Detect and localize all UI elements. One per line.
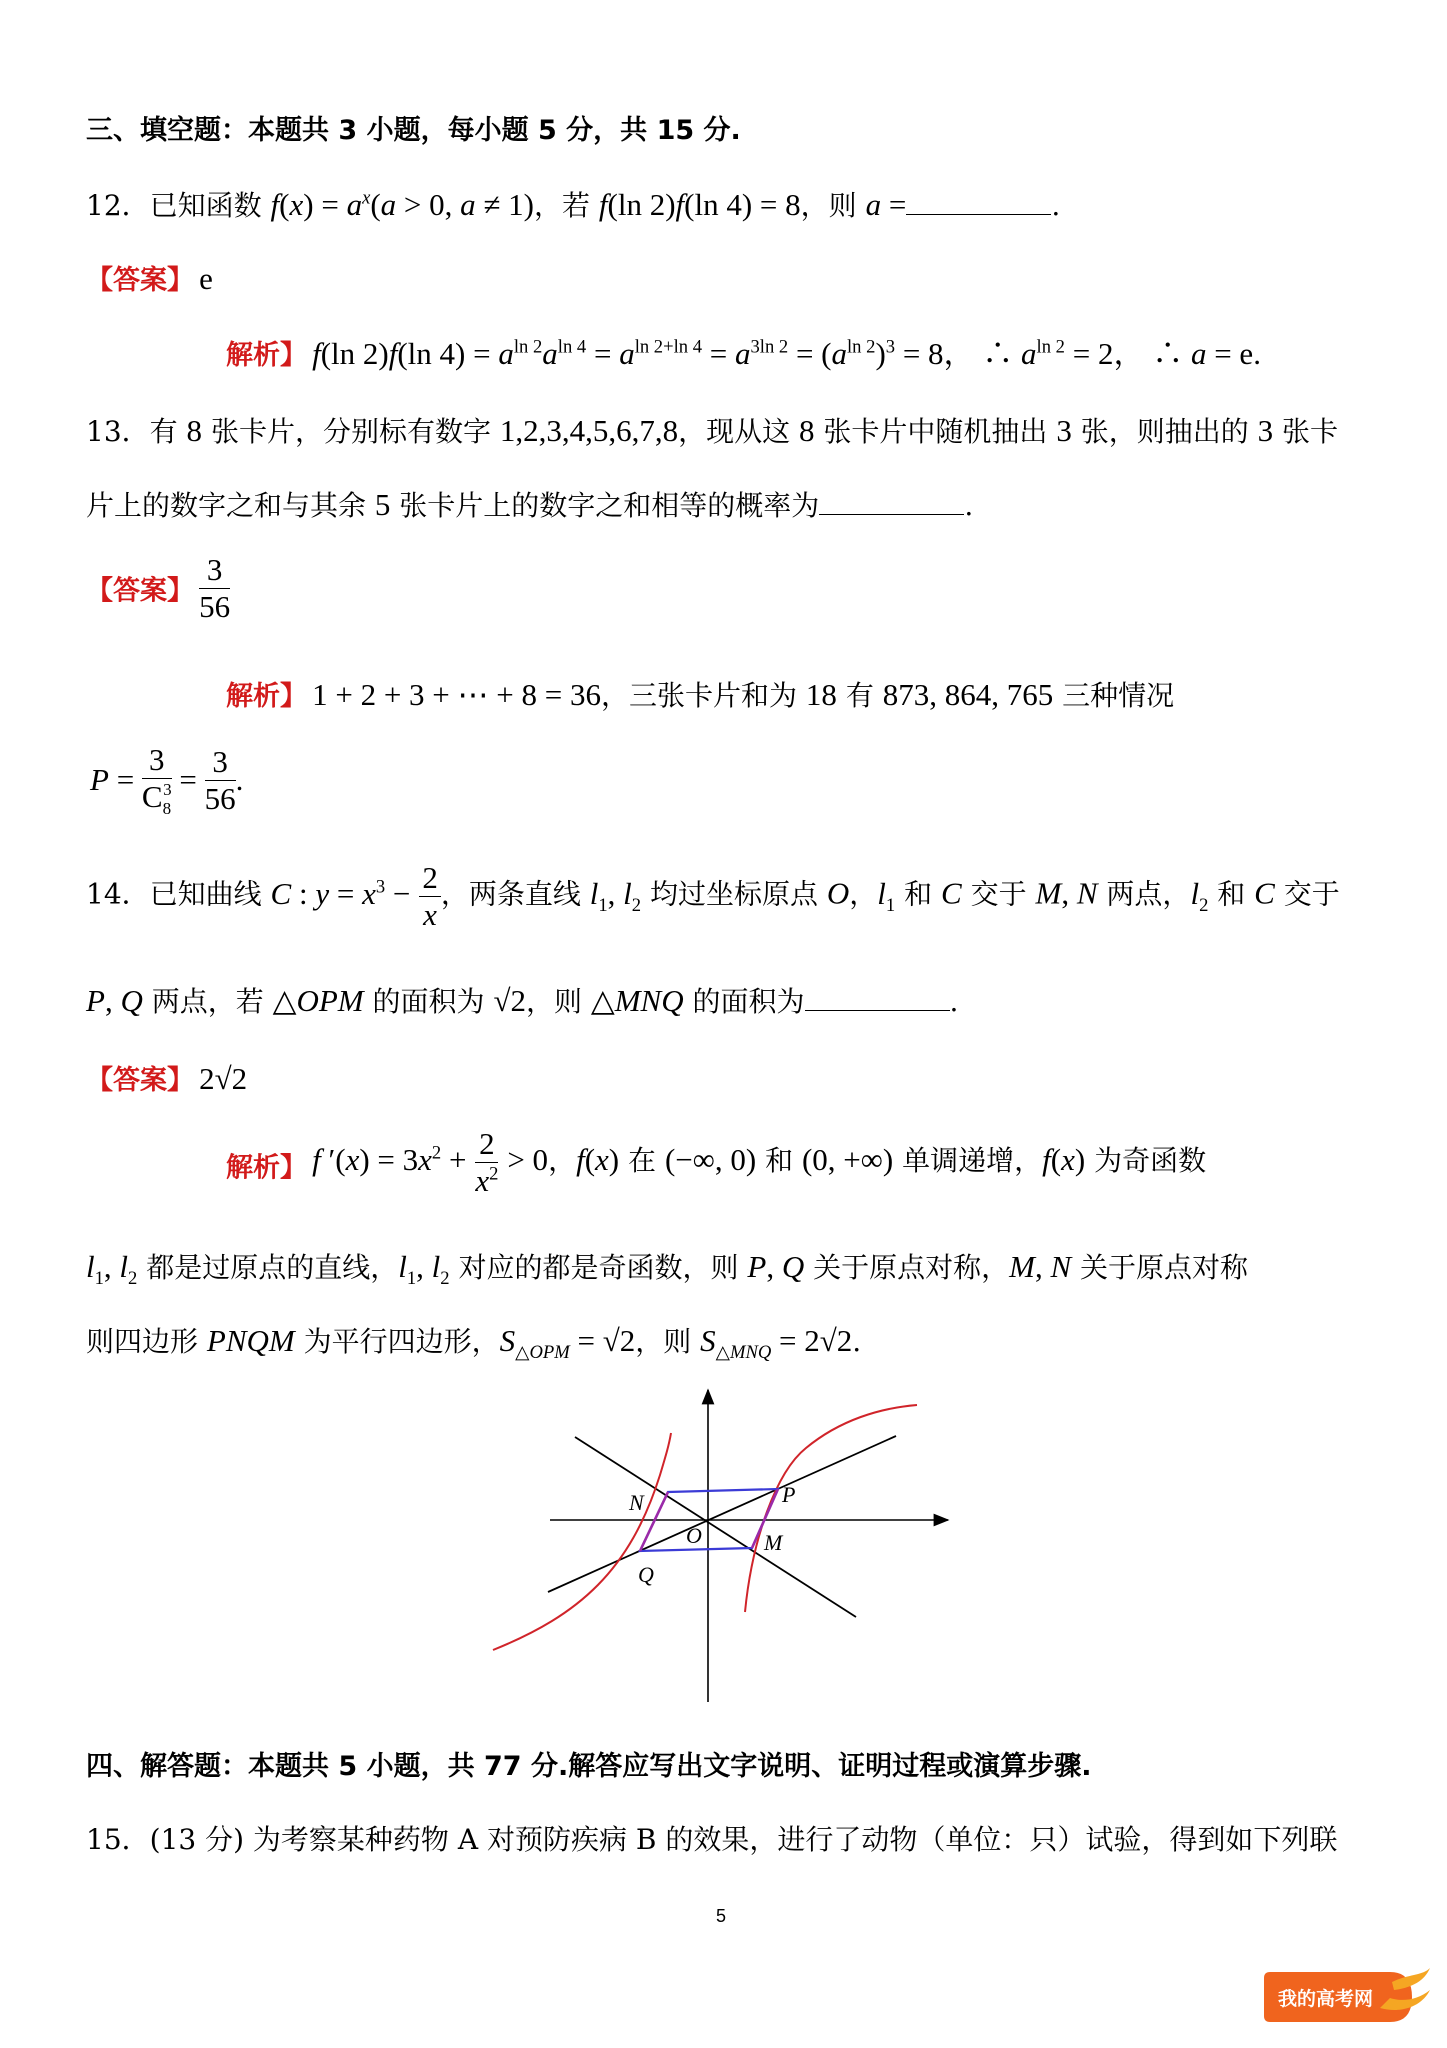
question-number: 12． — [86, 189, 150, 222]
answer-blank — [906, 190, 1051, 215]
page-number: 5 — [716, 1906, 727, 1926]
label-o: O — [686, 1523, 702, 1548]
line-l1 — [575, 1437, 856, 1617]
site-logo — [1262, 1962, 1434, 2032]
solution-13-line2: P = $\frac{3}{C_8^3}$ = $\frac{3}{56}$ . — [90, 742, 244, 818]
question-12: 12．已知函数 $f(x) = a^x(a > 0$, a ≠ 1)，若 f(ln 2)f(ln 4) = 8，则 a = . — [86, 187, 1061, 222]
answer-tag: 【答案】 — [86, 1065, 194, 1096]
solution-14-line1: f $'(x) = 3x^2$ + $\frac{2}{x^2}$ > 0，f(x) 在 (−∞, 0) 和 (0, +∞) 单调递增，f(x) 为奇函数 — [312, 1126, 1207, 1198]
solution-14-line3: 则四边形 PNQM 为平行四边形，$S_{\triangle OPM} = √2$，则 $S_{\triangle MNQ} = 2√2$. — [86, 1323, 862, 1364]
answer-row-13 — [86, 552, 230, 624]
question-14-line2: P, Q 两点，若 △OPM 的面积为 √2，则 △MNQ 的面积为 . — [86, 983, 959, 1018]
answer-value: e — [199, 261, 213, 296]
question-number: 15． — [86, 1823, 150, 1856]
solution-12: f(ln 2)f(ln $4) = a^{ln 2}a^{ln 4} = a^{ln 2+ln 4} = a^{3ln 2} = (a^{ln 2})^3 = 8$， ∴ $a^{ln 2} = 2$， ∴ a = e. — [312, 336, 1261, 371]
solution-tag: 解析】 — [226, 681, 307, 712]
segment-nq — [640, 1492, 668, 1551]
coordinate-figure — [490, 1385, 960, 1715]
solution-row-12 — [226, 328, 1261, 373]
label-q: Q — [638, 1562, 654, 1587]
logo-text: 我的高考网 — [1278, 1988, 1374, 2010]
solution-row-13 — [226, 674, 1174, 714]
fraction-denominator: 56 — [199, 588, 231, 624]
label-n: N — [629, 1490, 644, 1515]
section-heading: 三、填空题：本题共 3 小题，每小题 5 分，共 15 分. — [86, 115, 741, 146]
answer-tag: 【答案】 — [86, 575, 194, 607]
line-l2 — [548, 1436, 896, 1592]
question-14-line1: 14．已知曲线 C : $y = x^3$ − $\frac{2}{x}$ ，两条直线 $l_1$, $l_2$ 均过坐标原点 O，$l_1$ 和 C 交于 M, N 两点，$l_2$ 和 C 交于 — [86, 860, 1340, 932]
question-13-line2: 片上的数字之和与其余 5 张卡片上的数字之和相等的概率为 . — [86, 487, 974, 522]
solution-14-line2: $l_1$, $l_2$ 都是过原点的直线，$l_1$, $l_2$ 对应的都是奇函数，则 P, Q 关于原点对称，M, N 关于原点对称 — [86, 1249, 1249, 1290]
answer-row-12 — [86, 258, 213, 297]
label-p: P — [782, 1482, 796, 1507]
answer-fraction — [199, 552, 230, 624]
fraction-numerator: 3 — [199, 552, 230, 589]
answer-blank — [819, 490, 964, 515]
question-13-line1: 13．有 8 张卡片，分别标有数字 1,2,3,4,5,6,7,8，现从这 8 张卡片中随机抽出 3 张，则抽出的 3 张卡 — [86, 413, 1339, 448]
solution-row-14 — [226, 1126, 1206, 1198]
question-15 — [86, 1818, 1337, 1858]
question-number: 14． — [86, 877, 150, 911]
answer-row-14 — [86, 1058, 247, 1097]
section-heading: 四、解答题：本题共 5 小题，共 77 分.解答应写出文字说明、证明过程或演算步骤. — [86, 1751, 1092, 1782]
answer-tag: 【答案】 — [86, 265, 194, 296]
q12-text: 已知函数 $f(x) = a^x(a > 0$, a ≠ 1)，若 f(ln 2)f(ln 4) = 8，则 a = — [149, 187, 907, 222]
solution-tag: 解析】 — [226, 1152, 307, 1184]
solution-13-line1: 1 + 2 + 3 + ⋯ + 8 = 36，三张卡片和为 18 有 873, 864, 765 三种情况 — [312, 677, 1175, 712]
label-m: M — [764, 1530, 783, 1555]
answer-value: 2√2 — [199, 1061, 248, 1096]
answer-blank — [805, 986, 950, 1011]
question-number: 13． — [86, 415, 150, 448]
q15-text: (13 分) 为考察某种药物 A 对预防疾病 B 的效果，进行了动物（单位：只）试验，得到如下列联 — [149, 1823, 1338, 1856]
solution-tag: 解析】 — [226, 340, 307, 371]
